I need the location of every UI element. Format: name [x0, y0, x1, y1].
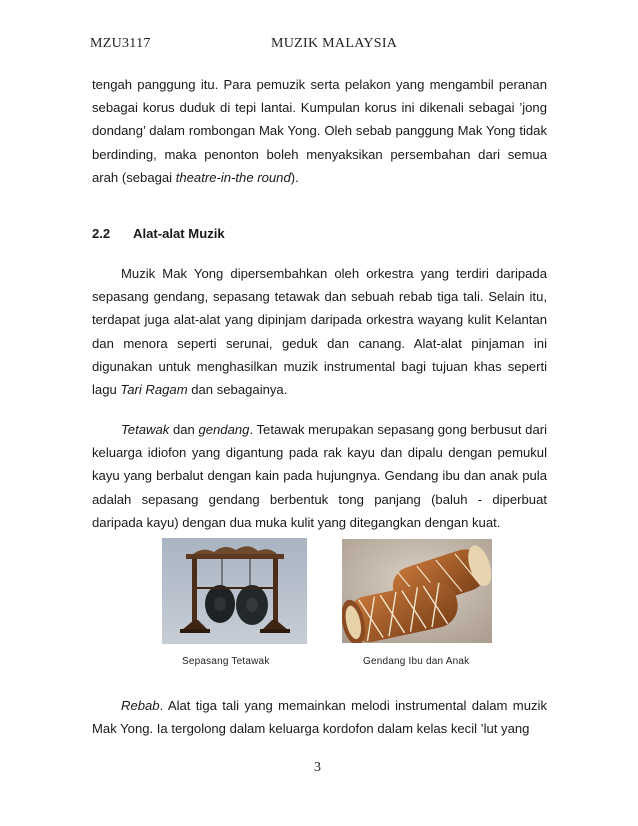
page-number: 3 [314, 760, 321, 775]
tetawak-photo [162, 538, 307, 644]
gendang-photo [342, 539, 492, 643]
italic-term: Rebab [121, 698, 160, 713]
gendang-image [342, 539, 492, 643]
section-number: 2.2 [92, 226, 111, 241]
caption-tetawak: Sepasang Tetawak [182, 656, 270, 667]
paragraph-rebab [92, 694, 547, 740]
paragraph-text: . Alat tiga tali yang memainkan melodi instrumental dalam muzik Mak Yong. Ia tergolong dalam keluarga kordofon dalam kelas kecil ’lut yang [92, 698, 547, 737]
header-title: MUZIK MALAYSIA [271, 36, 398, 51]
header-course-code: MZU3117 [90, 36, 151, 51]
paragraph-connector: dan [169, 422, 199, 437]
italic-term: theatre-in-the round [175, 169, 291, 185]
section-title: Alat-alat Muzik [133, 226, 225, 241]
italic-term: Tari Ragam [120, 382, 188, 398]
paragraph-tetawak-gendang [92, 418, 547, 534]
paragraph-end: ). [290, 169, 299, 185]
tetawak-image [162, 538, 307, 644]
paragraph-text: . Tetawak merupakan sepasang gong berbusut dari keluarga idiofon yang digantung pada rak kayu dan dipalu dengan pemukul kayu yang berbalut dengan kain pada hujungnya. Gendang ibu dan anak pula adalah sepasang gendang berbentuk tong panjang (baluh - diperbuat daripada kayu) dengan dua muka kulit yang ditegangkan dengan kuat. [92, 422, 547, 530]
paragraph-instruments [92, 262, 547, 401]
paragraph-end: dan sebagainya. [187, 382, 288, 398]
paragraph-text: tengah panggung itu. Para pemuzik serta pelakon yang mengambil peranan sebagai korus duduk di tepi lantai. Kumpulan korus ini dikenali sebagai ’jong dondang’ dalam rombongan Mak Yong. Oleh sebab panggung Mak Yong tidak berdinding, maka penonton boleh menyaksikan persembahan dari semua arah (sebagai [92, 77, 547, 185]
caption-gendang: Gendang Ibu dan Anak [363, 656, 470, 667]
italic-term-tetawak: Tetawak [121, 422, 170, 437]
paragraph-intro [92, 73, 547, 189]
italic-term-gendang: gendang [198, 422, 250, 437]
paragraph-text: Muzik Mak Yong dipersembahkan oleh orkestra yang terdiri daripada sepasang gendang, sepasang tetawak dan sebuah rebab tiga tali. Selain itu, terdapat juga alat-alat yang dipinjam daripada orkestra wayang kulit Kelantan dan menora seperti serunai, geduk dan canang. Alat-alat pinjaman ini digunakan untuk menghasilkan muzik instrumental bagi tujuan khas seperti lagu [92, 266, 547, 398]
